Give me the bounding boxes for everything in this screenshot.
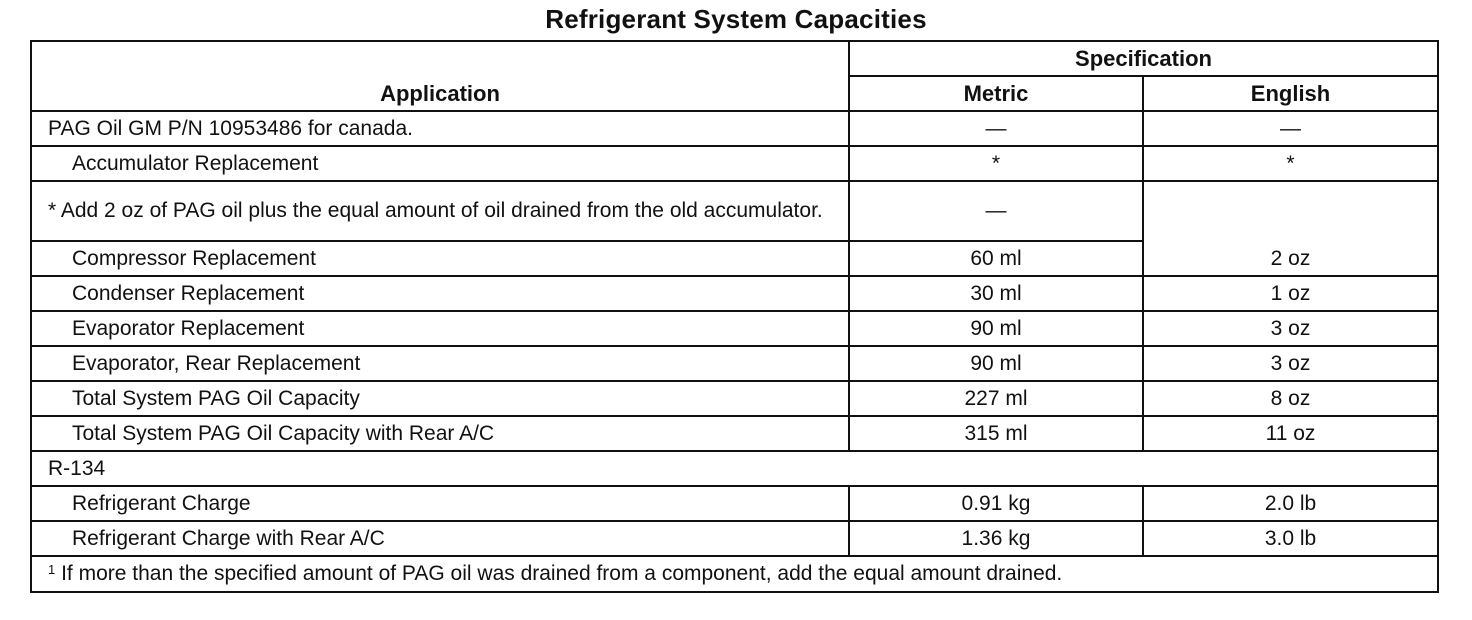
table-row	[31, 416, 1438, 451]
metric-cell: 30 ml	[849, 276, 1143, 311]
table-row	[31, 181, 1438, 241]
english-cell: 3 oz	[1143, 311, 1438, 346]
metric-cell: 60 ml	[849, 241, 1143, 276]
footnote	[31, 556, 1438, 592]
application-cell: Condenser Replacement	[31, 276, 849, 311]
header-application: Application	[31, 41, 849, 111]
metric-cell: 0.91 kg	[849, 486, 1143, 521]
metric-cell: —	[849, 111, 1143, 146]
header-row-top	[31, 41, 1438, 76]
metric-cell: *	[849, 146, 1143, 181]
header-specification: Specification	[849, 41, 1438, 76]
header-metric: Metric	[849, 76, 1143, 111]
section-label: R-134	[31, 451, 1438, 486]
metric-cell: 315 ml	[849, 416, 1143, 451]
table-row	[31, 346, 1438, 381]
footnote-text: If more than the specified amount of PAG oil was drained from a component, add the equal amount drained.	[55, 562, 1063, 585]
english-cell: 1 oz	[1143, 276, 1438, 311]
metric-cell: 90 ml	[849, 346, 1143, 381]
english-cell: *	[1143, 146, 1438, 181]
metric-cell: 1.36 kg	[849, 521, 1143, 556]
footnote-marker: 1	[48, 562, 56, 577]
application-cell: Compressor Replacement	[31, 241, 849, 276]
table-section-row	[31, 451, 1438, 486]
english-cell: 2 oz	[1143, 181, 1438, 276]
table-row	[31, 311, 1438, 346]
metric-cell: 227 ml	[849, 381, 1143, 416]
refrigerant-capacities-table	[30, 40, 1439, 593]
application-cell: Refrigerant Charge	[31, 486, 849, 521]
application-cell: PAG Oil GM P/N 10953486 for canada.	[31, 111, 849, 146]
application-cell: Total System PAG Oil Capacity with Rear A/C	[31, 416, 849, 451]
application-cell: Refrigerant Charge with Rear A/C	[31, 521, 849, 556]
table-row	[31, 276, 1438, 311]
metric-cell: 90 ml	[849, 311, 1143, 346]
english-cell: 3 oz	[1143, 346, 1438, 381]
english-cell: 11 oz	[1143, 416, 1438, 451]
page-title: Refrigerant System Capacities	[545, 4, 927, 34]
header-english: English	[1143, 76, 1438, 111]
table-row	[31, 111, 1438, 146]
english-cell: 8 oz	[1143, 381, 1438, 416]
table-row	[31, 486, 1438, 521]
application-cell: * Add 2 oz of PAG oil plus the equal amount of oil drained from the old accumulator.	[31, 181, 849, 241]
english-cell: —	[1143, 111, 1438, 146]
application-cell: Accumulator Replacement	[31, 146, 849, 181]
application-cell: Total System PAG Oil Capacity	[31, 381, 849, 416]
english-cell: 2.0 lb	[1143, 486, 1438, 521]
application-cell: Evaporator Replacement	[31, 311, 849, 346]
table-row	[31, 381, 1438, 416]
metric-cell: —	[849, 181, 1143, 241]
application-cell: Evaporator, Rear Replacement	[31, 346, 849, 381]
table-row	[31, 521, 1438, 556]
english-cell: 3.0 lb	[1143, 521, 1438, 556]
table-row	[31, 146, 1438, 181]
footnote-row	[31, 556, 1438, 592]
